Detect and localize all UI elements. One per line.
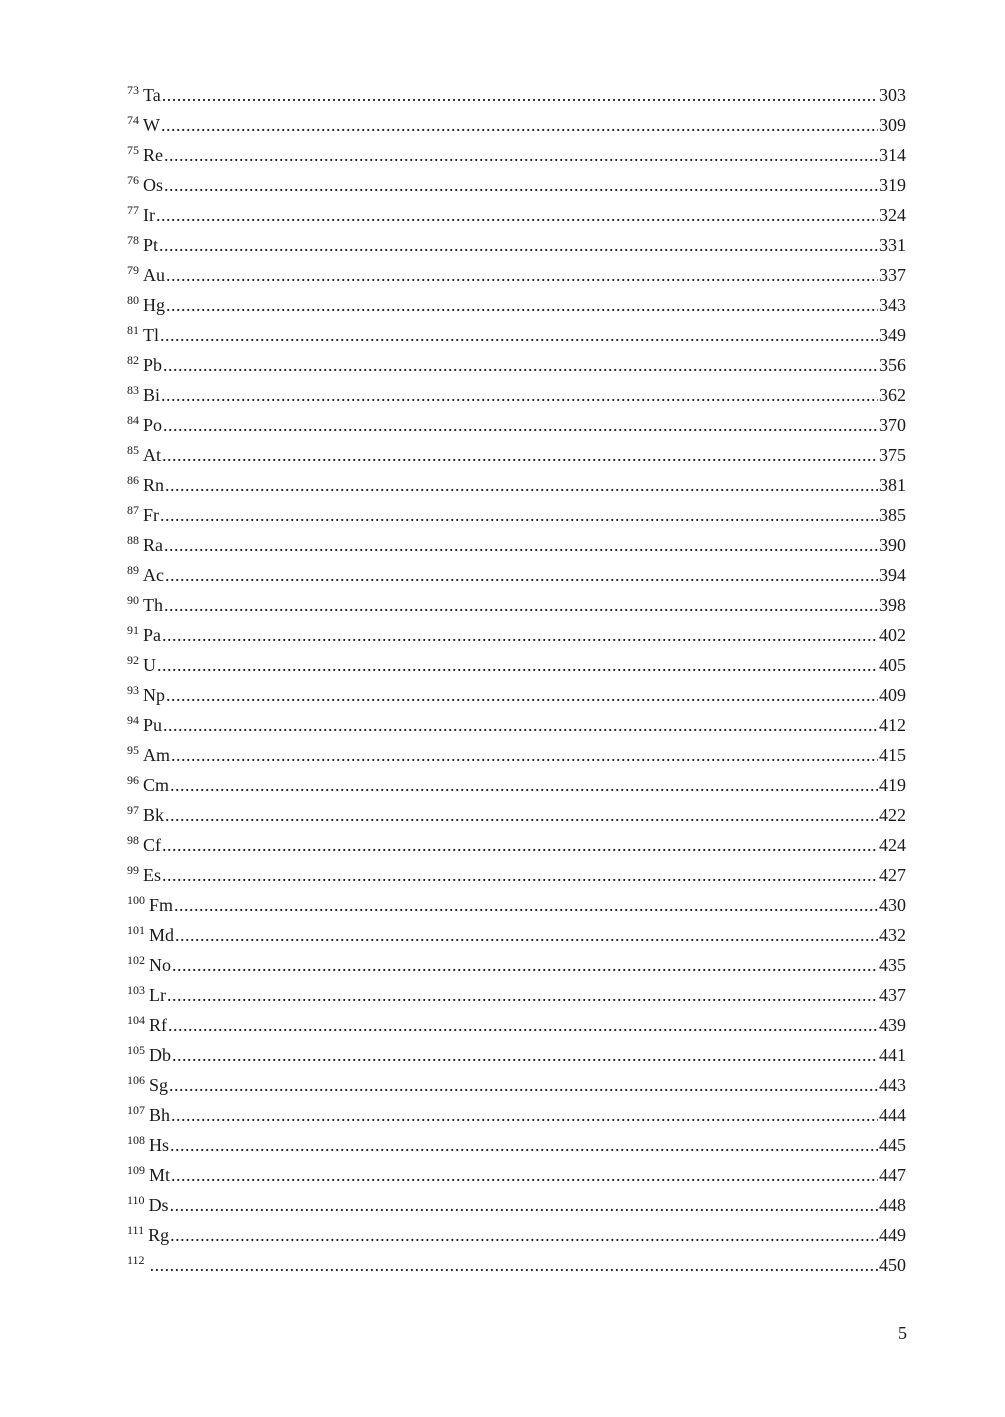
atomic-number: 100 xyxy=(127,893,145,907)
element-symbol: Tl xyxy=(143,325,159,345)
toc-entry[interactable] xyxy=(127,80,906,110)
element-symbol: Os xyxy=(143,175,164,195)
atomic-number: 108 xyxy=(127,1133,145,1147)
entry-page-number: 362 xyxy=(879,385,906,405)
atomic-number: 110 xyxy=(127,1193,145,1207)
table-of-contents xyxy=(127,80,906,1280)
toc-entry[interactable] xyxy=(127,980,906,1010)
toc-entry[interactable] xyxy=(127,260,906,290)
dot-leader xyxy=(166,680,878,710)
entry-page-number: 443 xyxy=(879,1075,906,1095)
dot-leader xyxy=(169,1070,878,1100)
dot-leader xyxy=(162,440,878,470)
entry-page-number: 435 xyxy=(879,955,906,975)
dot-leader xyxy=(171,1160,878,1190)
element-symbol: Pb xyxy=(143,355,163,375)
element-symbol: Am xyxy=(143,745,170,765)
element-symbol: Es xyxy=(143,865,161,885)
dot-leader xyxy=(162,830,878,860)
dot-leader xyxy=(162,80,878,110)
dot-leader xyxy=(172,950,878,980)
toc-entry[interactable] xyxy=(127,560,906,590)
entry-page-number: 405 xyxy=(879,655,906,675)
entry-page-number: 424 xyxy=(879,835,906,855)
toc-entry[interactable] xyxy=(127,1130,906,1160)
entry-page-number: 422 xyxy=(879,805,906,825)
entry-page-number: 445 xyxy=(879,1135,906,1155)
toc-entry[interactable] xyxy=(127,800,906,830)
element-symbol: Re xyxy=(143,145,163,165)
toc-entry[interactable] xyxy=(127,110,906,140)
dot-leader xyxy=(161,380,878,410)
element-symbol: Au xyxy=(143,265,165,285)
entry-page-number: 427 xyxy=(879,865,906,885)
element-symbol: Cf xyxy=(143,835,161,855)
toc-entry[interactable] xyxy=(127,770,906,800)
element-symbol: Np xyxy=(143,685,165,705)
toc-entry[interactable] xyxy=(127,950,906,980)
toc-entry[interactable] xyxy=(127,620,906,650)
dot-leader xyxy=(163,710,878,740)
atomic-number: 111 xyxy=(127,1223,145,1237)
toc-entry[interactable] xyxy=(127,1040,906,1070)
element-symbol: Ir xyxy=(143,205,155,225)
entry-page-number: 448 xyxy=(879,1195,906,1215)
entry-page-number: 430 xyxy=(879,895,906,915)
toc-entry[interactable] xyxy=(127,350,906,380)
entry-page-number: 398 xyxy=(879,595,906,615)
element-symbol: Ta xyxy=(143,85,161,105)
entry-page-number: 394 xyxy=(879,565,906,585)
element-symbol: Th xyxy=(143,595,163,615)
atomic-number: 95 xyxy=(127,743,139,757)
dot-leader xyxy=(150,1250,878,1280)
entry-page-number: 337 xyxy=(879,265,906,285)
dot-leader xyxy=(174,890,878,920)
dot-leader xyxy=(166,260,878,290)
toc-entry[interactable] xyxy=(127,590,906,620)
entry-page-number: 375 xyxy=(879,445,906,465)
dot-leader xyxy=(164,170,878,200)
atomic-number: 86 xyxy=(127,473,139,487)
atomic-number: 104 xyxy=(127,1013,145,1027)
toc-entry[interactable] xyxy=(127,1070,906,1100)
element-symbol: Rg xyxy=(148,1225,170,1245)
entry-page-number: 449 xyxy=(879,1225,906,1245)
atomic-number: 106 xyxy=(127,1073,145,1087)
dot-leader xyxy=(163,410,878,440)
entry-page-number: 409 xyxy=(879,685,906,705)
dot-leader xyxy=(164,530,878,560)
dot-leader xyxy=(162,620,878,650)
dot-leader xyxy=(168,1010,878,1040)
atomic-number: 80 xyxy=(127,293,139,307)
page-number: 5 xyxy=(898,1323,907,1343)
atomic-number: 76 xyxy=(127,173,139,187)
entry-page-number: 415 xyxy=(879,745,906,765)
atomic-number: 112 xyxy=(127,1253,145,1267)
entry-page-number: 385 xyxy=(879,505,906,525)
element-symbol: Pa xyxy=(143,625,161,645)
entry-page-number: 419 xyxy=(879,775,906,795)
element-symbol: Pu xyxy=(143,715,163,735)
toc-entry[interactable] xyxy=(127,740,906,770)
toc-entry[interactable] xyxy=(127,710,906,740)
dot-leader xyxy=(165,470,878,500)
entry-page-number: 412 xyxy=(879,715,906,735)
atomic-number: 74 xyxy=(127,113,139,127)
atomic-number: 78 xyxy=(127,233,139,247)
dot-leader xyxy=(163,350,878,380)
toc-entry[interactable] xyxy=(127,440,906,470)
entry-page-number: 324 xyxy=(879,205,906,225)
toc-entry[interactable] xyxy=(127,860,906,890)
element-symbol: Db xyxy=(149,1045,171,1065)
atomic-number: 79 xyxy=(127,263,139,277)
entry-page-number: 381 xyxy=(879,475,906,495)
atomic-number: 88 xyxy=(127,533,139,547)
element-symbol: W xyxy=(143,115,160,135)
entry-page-number: 437 xyxy=(879,985,906,1005)
entry-page-number: 331 xyxy=(879,235,906,255)
dot-leader xyxy=(160,320,878,350)
entry-page-number: 303 xyxy=(879,85,906,105)
toc-entry[interactable] xyxy=(127,320,906,350)
dot-leader xyxy=(165,560,878,590)
atomic-number: 90 xyxy=(127,593,139,607)
dot-leader xyxy=(175,920,878,950)
atomic-number: 94 xyxy=(127,713,139,727)
toc-entry[interactable] xyxy=(127,920,906,950)
toc-entry[interactable] xyxy=(127,170,906,200)
atomic-number: 82 xyxy=(127,353,139,367)
atomic-number: 93 xyxy=(127,683,139,697)
atomic-number: 73 xyxy=(127,83,139,97)
atomic-number: 103 xyxy=(127,983,145,997)
toc-entry[interactable] xyxy=(127,380,906,410)
dot-leader xyxy=(170,1190,878,1220)
atomic-number: 89 xyxy=(127,563,139,577)
dot-leader xyxy=(160,500,878,530)
element-symbol: Po xyxy=(143,415,163,435)
dot-leader xyxy=(164,140,878,170)
element-symbol: Lr xyxy=(149,985,166,1005)
entry-page-number: 370 xyxy=(879,415,906,435)
element-symbol: Hg xyxy=(143,295,165,315)
dot-leader xyxy=(165,800,878,830)
dot-leader xyxy=(161,110,878,140)
atomic-number: 92 xyxy=(127,653,139,667)
entry-page-number: 343 xyxy=(879,295,906,315)
toc-entry[interactable] xyxy=(127,500,906,530)
atomic-number: 102 xyxy=(127,953,145,967)
atomic-number: 109 xyxy=(127,1163,145,1177)
atomic-number: 101 xyxy=(127,923,145,937)
entry-page-number: 314 xyxy=(879,145,906,165)
entry-page-number: 444 xyxy=(879,1105,906,1125)
toc-entry[interactable] xyxy=(127,200,906,230)
entry-page-number: 319 xyxy=(879,175,906,195)
toc-entry[interactable] xyxy=(127,530,906,560)
element-symbol: Sg xyxy=(149,1075,169,1095)
entry-page-number: 390 xyxy=(879,535,906,555)
element-symbol: Ac xyxy=(143,565,164,585)
dot-leader xyxy=(159,230,878,260)
element-symbol: Hs xyxy=(149,1135,170,1155)
toc-entry[interactable] xyxy=(127,290,906,320)
atomic-number: 97 xyxy=(127,803,139,817)
entry-page-number: 309 xyxy=(879,115,906,135)
dot-leader xyxy=(170,770,878,800)
toc-entry[interactable] xyxy=(127,230,906,260)
atomic-number: 83 xyxy=(127,383,139,397)
toc-entry[interactable] xyxy=(127,1160,906,1190)
entry-page-number: 432 xyxy=(879,925,906,945)
element-symbol: Md xyxy=(149,925,175,945)
toc-entry[interactable] xyxy=(127,1190,906,1220)
toc-entry[interactable] xyxy=(127,890,906,920)
entry-page-number: 349 xyxy=(879,325,906,345)
atomic-number: 105 xyxy=(127,1043,145,1057)
element-symbol: Rf xyxy=(149,1015,167,1035)
entry-page-number: 450 xyxy=(879,1255,906,1275)
entry-page-number: 439 xyxy=(879,1015,906,1035)
atomic-number: 87 xyxy=(127,503,139,517)
element-symbol: Fm xyxy=(149,895,174,915)
element-symbol: Pt xyxy=(143,235,159,255)
dot-leader xyxy=(167,980,878,1010)
atomic-number: 75 xyxy=(127,143,139,157)
dot-leader xyxy=(172,1040,878,1070)
toc-entry[interactable] xyxy=(127,830,906,860)
element-symbol: Bi xyxy=(143,385,161,405)
dot-leader xyxy=(157,650,878,680)
dot-leader xyxy=(164,590,878,620)
element-symbol: Ds xyxy=(148,1195,169,1215)
atomic-number: 85 xyxy=(127,443,139,457)
toc-entry[interactable] xyxy=(127,470,906,500)
element-symbol: Rn xyxy=(143,475,165,495)
element-symbol: Ra xyxy=(143,535,163,555)
dot-leader xyxy=(170,1130,878,1160)
atomic-number: 91 xyxy=(127,623,139,637)
dot-leader xyxy=(162,860,878,890)
entry-page-number: 356 xyxy=(879,355,906,375)
element-symbol: Fr xyxy=(143,505,160,525)
element-symbol: Bk xyxy=(143,805,165,825)
dot-leader xyxy=(156,200,878,230)
toc-entry[interactable] xyxy=(127,1010,906,1040)
dot-leader xyxy=(170,1220,878,1250)
toc-entry[interactable] xyxy=(127,650,906,680)
entry-page-number: 441 xyxy=(879,1045,906,1065)
toc-entry[interactable] xyxy=(127,1250,906,1280)
element-symbol: Mt xyxy=(149,1165,171,1185)
atomic-number: 98 xyxy=(127,833,139,847)
element-symbol: U xyxy=(143,655,156,675)
element-symbol: Bh xyxy=(149,1105,171,1125)
element-symbol: At xyxy=(143,445,161,465)
dot-leader xyxy=(166,290,878,320)
toc-entry[interactable] xyxy=(127,1100,906,1130)
toc-entry[interactable] xyxy=(127,140,906,170)
atomic-number: 77 xyxy=(127,203,139,217)
element-symbol: No xyxy=(149,955,171,975)
toc-entry[interactable] xyxy=(127,680,906,710)
atomic-number: 99 xyxy=(127,863,139,877)
toc-entry[interactable] xyxy=(127,1220,906,1250)
toc-entry[interactable] xyxy=(127,410,906,440)
dot-leader xyxy=(171,740,878,770)
element-symbol: Cm xyxy=(143,775,170,795)
atomic-number: 81 xyxy=(127,323,139,337)
entry-page-number: 447 xyxy=(879,1165,906,1185)
entry-page-number: 402 xyxy=(879,625,906,645)
dot-leader xyxy=(171,1100,878,1130)
atomic-number: 96 xyxy=(127,773,139,787)
atomic-number: 84 xyxy=(127,413,139,427)
atomic-number: 107 xyxy=(127,1103,145,1117)
